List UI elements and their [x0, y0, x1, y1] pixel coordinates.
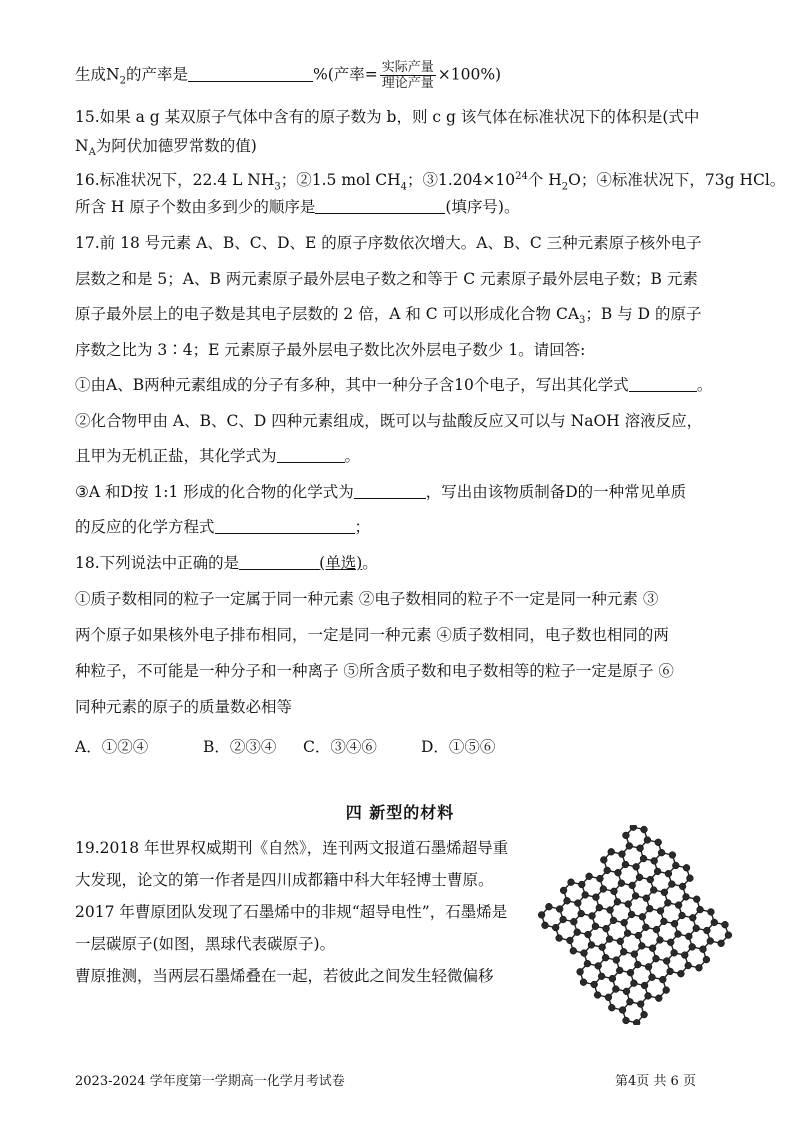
carbon-atom	[696, 964, 703, 971]
section-heading: 四 新型的材料	[345, 803, 455, 822]
carbon-atom	[678, 970, 685, 977]
q16-line2: 所含 H 原子个数由多到少的顺序是 (填序号)。	[75, 198, 520, 216]
q15-line2: $N_A$为阿伏加德罗常数的值)	[75, 137, 257, 159]
carbon-atom	[632, 893, 639, 900]
q18-options-line4: 同种元素的原子的质量数必相等	[75, 698, 293, 716]
carbon-atom	[641, 982, 648, 989]
carbon-atom	[658, 849, 665, 856]
carbon-atom	[623, 832, 630, 839]
answer-blank[interactable]	[239, 554, 319, 570]
carbon-atom	[718, 940, 725, 947]
carbon-atom	[560, 916, 567, 923]
carbon-atom	[603, 925, 610, 932]
carbon-atom	[649, 945, 656, 952]
carbon-atom	[607, 907, 614, 914]
carbon-atom	[631, 951, 638, 958]
carbon-atom	[591, 981, 598, 988]
carbon-atom	[645, 993, 652, 1000]
carbon-atom	[647, 876, 654, 883]
q18-choices	[75, 736, 730, 758]
carbon-atom	[617, 938, 624, 945]
carbon-atom	[689, 944, 696, 951]
q17-line2: 层数之和是 5；A、B 两元素原子最外层电子数之和等于 C 元素原子最外层电子数；B 元素	[75, 270, 698, 288]
carbon-atom	[623, 988, 630, 995]
q18-options-line3: 种粒子，不可能是一种分子和一种离子 ⑤所含质子数和电子数相等的粒子一定是原子 ⑥	[75, 662, 674, 680]
carbon-atom	[637, 845, 644, 852]
carbon-atom	[578, 881, 585, 888]
carbon-atom	[667, 968, 674, 975]
carbon-atom	[612, 986, 619, 993]
answer-blank[interactable]	[188, 66, 313, 82]
carbon-atom	[654, 868, 661, 875]
carbon-atom	[568, 879, 575, 886]
carbon-atom	[683, 894, 690, 901]
carbon-atom	[592, 923, 599, 930]
carbon-atom	[581, 950, 588, 957]
carbon-atom	[574, 929, 581, 936]
carbon-atom	[620, 948, 627, 955]
carbon-atom	[657, 908, 664, 915]
carbon-atom	[621, 919, 628, 926]
carbon-atom	[613, 957, 620, 964]
carbon-atom	[644, 837, 651, 844]
carbon-atom	[653, 926, 660, 933]
q14-yield-line: 生成$N_2$的产率是 %(产率= $\frac{\text{实际产量}}{\text{理论产量}}$ ×100%)	[75, 60, 502, 91]
carbon-atom	[707, 938, 714, 945]
carbon-atom	[661, 918, 668, 925]
carbon-atom	[611, 888, 618, 895]
graphene-lattice-figure	[535, 825, 735, 1025]
carbon-atom	[585, 931, 592, 938]
carbon-atom	[671, 920, 678, 927]
carbon-atom	[649, 974, 656, 981]
q19-line1: 19.2018 年世界权威期刊《自然》，连刊两文报道石墨烯超导重	[75, 839, 509, 857]
carbon-atom	[589, 913, 596, 920]
q16-line1: 16.标准状况下，22.4 L $NH_3$；②1.5 mol $CH_4$；$③1.204\times 10^{24}$个 $H_2O$；④标准状况下，73g HCl。	[75, 171, 786, 193]
carbon-atom	[655, 839, 662, 846]
answer-blank[interactable]	[277, 447, 345, 463]
carbon-atom	[693, 896, 700, 903]
carbon-atom	[679, 912, 686, 919]
q17-sub2-line1: ②化合物甲由 A、B、C、D 四种元素组成，既可以与盐酸反应又可以与 NaOH 溶液反应，	[75, 412, 703, 430]
yield-fraction: $\frac{\text{实际产量}}{\text{理论产量}}$	[381, 60, 434, 91]
carbon-atom	[646, 905, 653, 912]
carbon-atom	[642, 924, 649, 931]
carbon-atom	[685, 933, 692, 940]
carbon-atom	[672, 862, 679, 869]
carbon-atom	[616, 967, 623, 974]
carbon-atom	[650, 887, 657, 894]
carbon-atom	[577, 968, 584, 975]
carbon-atom	[627, 969, 634, 976]
carbon-atom	[618, 880, 625, 887]
choice-c[interactable]: C．③④⑥	[303, 738, 377, 756]
carbon-atom	[711, 919, 718, 926]
carbon-atom	[685, 962, 692, 969]
carbon-atom	[708, 909, 715, 916]
q17-sub2-line2: 且甲为无机正盐，其化学式为 。	[75, 447, 361, 465]
carbon-atom	[637, 1001, 644, 1008]
carbon-atom	[665, 870, 672, 877]
carbon-atom	[634, 961, 641, 968]
carbon-atom	[619, 1007, 626, 1014]
carbon-atom	[675, 902, 682, 909]
carbon-atom	[556, 906, 563, 913]
carbon-atom	[610, 917, 617, 924]
carbon-atom	[651, 858, 658, 865]
carbon-atom	[546, 903, 553, 910]
q18-options-line2: 两个原子如果核外电子排布相同，一定是同一种元素 ④质子数相同，电子数也相同的两	[75, 626, 669, 644]
carbon-atom	[606, 936, 613, 943]
carbon-atom	[542, 922, 549, 929]
carbon-atom	[635, 932, 642, 939]
carbon-atom	[661, 889, 668, 896]
carbon-atom	[614, 898, 621, 905]
q17-sub3-line2: 的反应的化学方程式 ；	[75, 518, 371, 536]
carbon-atom	[598, 973, 605, 980]
carbon-atom	[600, 857, 607, 864]
answer-blank[interactable]	[629, 376, 697, 392]
carbon-atom	[556, 935, 563, 942]
carbon-atom	[564, 897, 571, 904]
carbon-atom	[628, 911, 635, 918]
carbon-atom	[683, 864, 690, 871]
carbon-atom	[595, 963, 602, 970]
footer-page-number: 第4页 共 6 页	[615, 1074, 696, 1089]
carbon-atom	[597, 875, 604, 882]
carbon-atom	[639, 913, 646, 920]
carbon-atom	[630, 825, 637, 831]
carbon-atom	[605, 994, 612, 1001]
carbon-atom	[624, 930, 631, 937]
carbon-atom	[578, 910, 585, 917]
q17-sub1: ①由A、B两种元素组成的分子有多种，其中一种分子含10个电子，写出其化学式 。	[75, 376, 713, 394]
carbon-atom	[580, 979, 587, 986]
carbon-atom	[599, 944, 606, 951]
q17-line4: 序数之比为 3∶4；E 元素原子最外层电子数比次外层电子数少 1。请回答:	[75, 341, 586, 359]
carbon-atom	[641, 1011, 648, 1018]
carbon-atom	[608, 1004, 615, 1011]
carbon-atom	[669, 852, 676, 859]
choice-b[interactable]: B．②③④	[203, 738, 277, 756]
carbon-atom	[664, 899, 671, 906]
carbon-atom	[703, 956, 710, 963]
carbon-atom	[552, 924, 559, 931]
carbon-atom	[704, 927, 711, 934]
carbon-atom	[629, 882, 636, 889]
q19-line3: 2017 年曹原团队发现了石墨烯中的非规“超导电性”，石墨烯是	[75, 903, 508, 921]
carbon-atom	[668, 881, 675, 888]
q15-line1: 15.如果 a g 某双原子气体中含有的原子数为 b，则 c g 该气体在标准状况下的体积是(式中	[75, 108, 700, 126]
q18-stem: 18.下列说法中正确的是 (单选)。	[75, 554, 378, 572]
carbon-atom	[697, 906, 704, 913]
carbon-atom	[631, 980, 638, 987]
carbon-atom	[615, 869, 622, 876]
footer-exam-title: 2023-2024 学年度第一学期高一化学月考试卷	[75, 1074, 345, 1089]
answer-blank[interactable]	[215, 518, 355, 534]
carbon-atom	[641, 826, 648, 833]
carbon-atom	[625, 901, 632, 908]
carbon-atom	[663, 958, 670, 965]
q17-sub3-line1: ③A 和D按 1:1 形成的化合物的化学式为 ，写出由该物质制备D的一种常见单质	[75, 483, 687, 501]
carbon-atom	[560, 887, 567, 894]
carbon-atom	[700, 946, 707, 953]
carbon-atom	[640, 855, 647, 862]
carbon-atom	[689, 914, 696, 921]
carbon-atom	[586, 873, 593, 880]
carbon-atom	[593, 894, 600, 901]
carbon-atom	[657, 937, 664, 944]
carbon-atom	[638, 943, 645, 950]
carbon-atom	[633, 863, 640, 870]
q18-options-line1: ①质子数相同的粒子一定属于同一种元素 ②电子数相同的粒子不一定是同一种元素 ③	[75, 590, 659, 608]
carbon-atom	[643, 895, 650, 902]
q19-line4: 一层碳原子(如图，黑球代表碳原子)。	[75, 935, 336, 953]
carbon-atom	[675, 931, 682, 938]
answer-blank[interactable]	[315, 198, 445, 214]
carbon-atom	[570, 918, 577, 925]
carbon-atom	[623, 1017, 630, 1024]
carbon-atom	[693, 925, 700, 932]
carbon-atom	[653, 955, 660, 962]
carbon-atom	[679, 883, 686, 890]
carbon-atom	[604, 867, 611, 874]
carbon-atom	[681, 952, 688, 959]
q19-line5: 曹原推测，当两层石墨烯叠在一起，若彼此之间发生轻微偏移	[75, 967, 494, 985]
carbon-atom	[626, 843, 633, 850]
carbon-atom	[663, 987, 670, 994]
carbon-atom	[722, 921, 729, 928]
carbon-atom	[596, 904, 603, 911]
carbon-atom	[622, 861, 629, 868]
carbon-atom	[667, 939, 674, 946]
carbon-atom	[584, 960, 591, 967]
carbon-atom	[627, 998, 634, 1005]
carbon-atom	[594, 992, 601, 999]
carbon-atom	[671, 949, 678, 956]
carbon-atom	[645, 963, 652, 970]
carbon-atom	[725, 932, 732, 939]
carbon-atom	[608, 848, 615, 855]
carbon-atom	[588, 942, 595, 949]
carbon-atom	[659, 976, 666, 983]
carbon-atom	[655, 995, 662, 1002]
choice-a[interactable]: A．①②④	[75, 738, 149, 756]
q17-line3: 原子最外层上的电子数是其电子层数的 2 倍，A 和 C 可以形成化合物 $CA_3$；B 与 D 的原子	[75, 305, 702, 327]
carbon-atom	[570, 947, 577, 954]
carbon-atom	[636, 874, 643, 881]
answer-blank[interactable]	[354, 483, 426, 499]
carbon-atom	[619, 851, 626, 858]
carbon-atom	[633, 1019, 640, 1025]
q17-line1: 17.前 18 号元素 A、B、C、D、E 的原子序数依次增大。A、B、C 三种元素原子核外电子	[75, 234, 702, 252]
carbon-atom	[600, 886, 607, 893]
carbon-atom	[609, 975, 616, 982]
choice-d[interactable]: D．①⑤⑥	[421, 738, 496, 756]
carbon-atom	[602, 954, 609, 961]
carbon-atom	[538, 912, 545, 919]
carbon-atom	[567, 937, 574, 944]
carbon-atom	[687, 875, 694, 882]
q19-line2: 大发现，论文的第一作者是四川成都籍中科大年轻博士曹原。	[75, 871, 494, 889]
carbon-atom	[574, 900, 581, 907]
carbon-atom	[582, 892, 589, 899]
